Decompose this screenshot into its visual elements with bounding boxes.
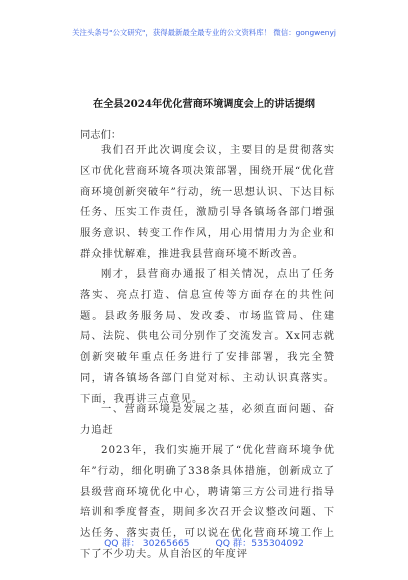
paragraph-2023-review: 2023年，我们实施开展了“优化营商环境争优年”行动，细化明确了338条具体措施，创新成立了县级营商环境优化中心，聘请第三方公司进行指导培训和季度督查，期间多次召开会议整改问题、下达任务、落实责任，可以说在优化营商环境工作上下了不少功夫。从自治区的年度评 — [80, 444, 335, 560]
footer-qq-group-1: QQ 群： 30265665 — [104, 538, 190, 549]
paragraph-summary: 刚才，县营商办通报了相关情况，点出了任务落实、亮点打造、信息宣传等方面存在的共性问题。县政务服务局、发改委、市场监管局、住建局、法院、供电公司分别作了交流发言。Xx同志就创新突破年重点任务进行了安排部署，我完全赞同，请各镇场各部门自觉对标、主动认识真落实。下面，我再讲三点意见。 — [80, 268, 335, 405]
header-banner: 关注头条号"公文研究"，获得最新最全最专业的公文资料库！ 微信：gongwenyj — [72, 28, 336, 37]
document-title: 在全县2024年优化营商环境调度会上的讲话提纲 — [93, 98, 315, 110]
footer-qq-groups — [0, 535, 408, 549]
section-heading-1: 一、营商环境是发展之基，必须直面问题、奋力追赶 — [80, 403, 335, 436]
footer-qq-group-2: QQ 群：535304092 — [215, 538, 304, 549]
salutation: 同志们： — [80, 129, 122, 141]
paragraph-intro: 我们召开此次调度会议，主要目的是贯彻落实区市优化营商环境各项决策部署，围绕开展“优化营商环境创新突破年”行动，统一思想认识、下达目标任务、压实工作责任，激励引导各镇场各部门增强服务意识、转变工作作风，用心用情用力为企业和群众排忧解难，推进我县营商环境不断改善。 — [80, 144, 335, 260]
